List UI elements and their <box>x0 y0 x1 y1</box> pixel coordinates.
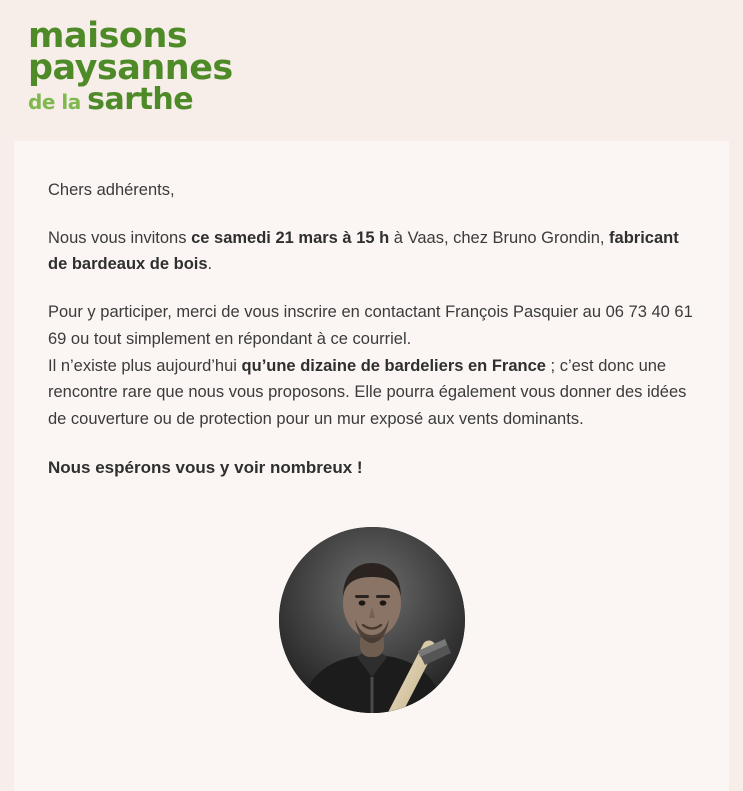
logo-wordmark <box>28 16 238 118</box>
invitation-part-1: Nous vous invitons <box>48 228 192 247</box>
invitation-date-bold: ce samedi 21 mars à 15 h <box>191 228 390 247</box>
paragraph-invitation <box>48 225 695 278</box>
context-part-1: Il n’existe plus aujourd’hui <box>48 356 242 375</box>
paragraph-registration: Pour y participer, merci de vous inscrire en contactant François Pasquier au 06 73 40 61 69 ou tout simplement en répondant à ce courriel. <box>48 303 693 348</box>
closing-line: Nous espérons vous y voir nombreux ! <box>48 457 363 477</box>
email-body-card <box>14 141 729 791</box>
context-bold: qu’une dizaine de bardeliers en France <box>241 356 546 375</box>
context-part-2: ; c’est donc une rencontre rare que nous vous proposons. Elle pourra également vous donner des idées de couverture ou de protection pour un mur exposé aux vents dominants. <box>48 356 687 429</box>
maisons-paysannes-logo <box>28 16 238 118</box>
portrait-container <box>48 527 695 718</box>
logo-line-3 <box>28 82 238 118</box>
portrait-photo <box>279 527 465 713</box>
paragraph-context <box>48 353 695 433</box>
email-header <box>0 0 743 138</box>
salutation: Chers adhérents, <box>48 181 175 199</box>
invitation-part-2: à Vaas, chez Bruno Grondin, <box>389 228 610 247</box>
portrait-illustration <box>279 527 465 713</box>
logo-line-3-prefix: de la <box>28 90 88 115</box>
invitation-craft-bold: fabricant de bardeaux de bois <box>48 228 679 274</box>
invitation-part-3: . <box>207 255 213 274</box>
logo-line-1: maisons <box>28 16 188 56</box>
logo-line-2: paysannes <box>28 48 233 89</box>
logo-line-3-main: sarthe <box>87 82 194 118</box>
email-body-text <box>48 177 695 481</box>
